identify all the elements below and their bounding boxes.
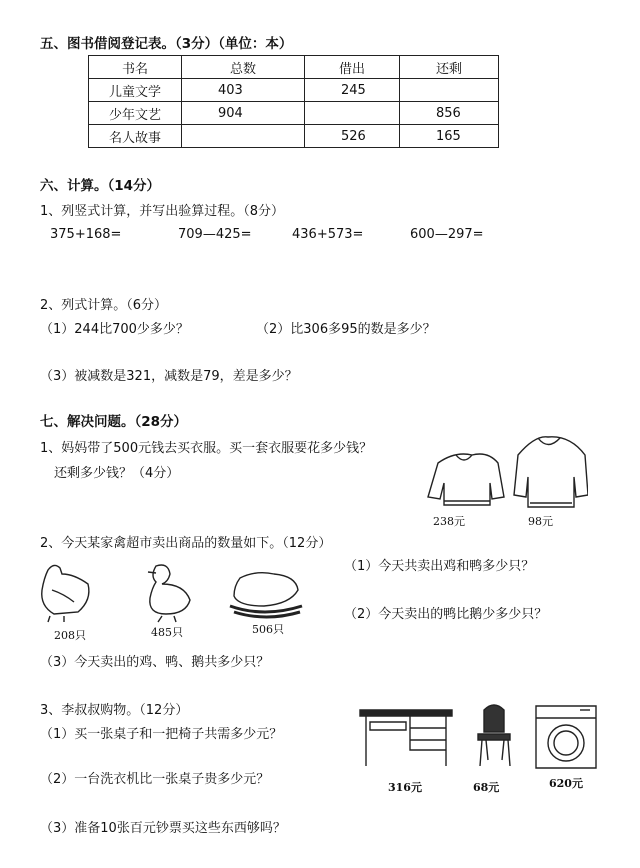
price-label: 98元 (528, 515, 553, 528)
question-text: 1、列竖式计算，并写出验算过程。（8分） (40, 204, 285, 219)
question-text: 1、妈妈带了500元钱去买衣服。买一套衣服要花多少钱？ (40, 441, 373, 456)
section7-title: 七、解决问题。（28分） (40, 414, 188, 430)
question-text: （2）比306多95的数是多少？ (256, 322, 436, 337)
table-cell: 245 (305, 79, 400, 102)
price-label: 68元 (473, 781, 500, 794)
furniture-image (358, 700, 603, 772)
table-cell (182, 125, 305, 148)
question-text: （1）今天共卖出鸡和鸭多少只？ (344, 559, 535, 574)
question-text: （1）买一张桌子和一把椅子共需多少元？ (40, 727, 283, 742)
table-row (89, 79, 499, 102)
table-row (89, 102, 499, 125)
table-cell (400, 79, 499, 102)
question-text: （3）今天卖出的鸡、鸭、鹅共多少只？ (40, 655, 270, 670)
table-cell: 526 (305, 125, 400, 148)
table-cell: 403 (182, 79, 305, 102)
table-cell (305, 102, 400, 125)
price-label: 316元 (388, 781, 422, 794)
section6-title: 六、计算。（14分） (40, 178, 161, 194)
borrow-table (88, 55, 499, 148)
calc-item: 375+168= (50, 227, 122, 242)
table-row (89, 125, 499, 148)
calc-item: 709—425= (178, 227, 252, 242)
table-cell: 少年文艺 (89, 102, 182, 125)
question-text: （1）244比700少多少？ (40, 322, 189, 337)
question-text: 2、列式计算。（6分） (40, 298, 168, 313)
question-text: （2）今天卖出的鸭比鹅少多少只？ (344, 607, 548, 622)
question-text: （2）一台洗衣机比一张桌子贵多少元？ (40, 772, 270, 787)
table-cell: 儿童文学 (89, 79, 182, 102)
table-header: 还剩 (400, 56, 499, 79)
question-text: （3）准备10张百元钞票买这些东西够吗？ (40, 821, 286, 836)
question-text: 2、今天某家禽超市卖出商品的数量如下。（12分） (40, 536, 332, 551)
calc-item: 436+573= (292, 227, 364, 242)
table-header: 借出 (305, 56, 400, 79)
price-label: 238元 (433, 515, 465, 528)
table-header: 书名 (89, 56, 182, 79)
question-text: 3、李叔叔购物。（12分） (40, 703, 189, 718)
table-cell: 904 (182, 102, 305, 125)
table-header: 总数 (182, 56, 305, 79)
price-label: 620元 (549, 777, 583, 790)
calc-item: 600—297= (410, 227, 484, 242)
question-text: （3）被减数是321，减数是79，差是多少？ (40, 369, 298, 384)
table-header-row (89, 56, 499, 79)
table-cell: 856 (400, 102, 499, 125)
poultry-image (34, 560, 304, 624)
question-text: 还剩多少钱？（4分） (54, 466, 180, 481)
sweater-image (420, 425, 588, 515)
table-cell: 名人故事 (89, 125, 182, 148)
count-label: 208只 (54, 629, 86, 642)
count-label: 506只 (252, 623, 284, 636)
table-cell: 165 (400, 125, 499, 148)
section5-title: 五、图书借阅登记表。（3分）（单位：本） (40, 36, 293, 52)
count-label: 485只 (151, 626, 183, 639)
